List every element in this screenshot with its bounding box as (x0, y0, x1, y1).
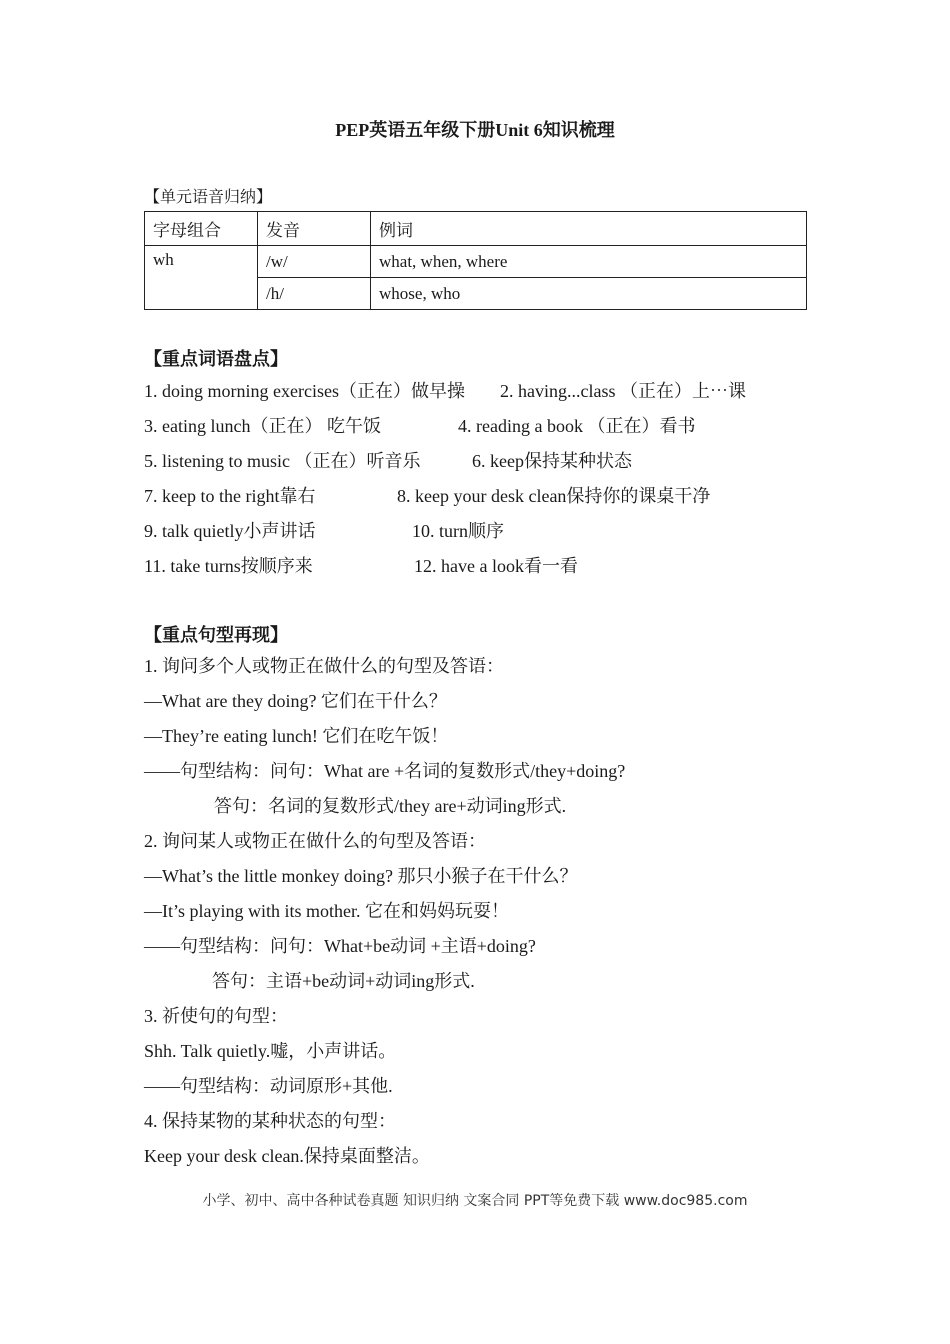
vocab-heading: 【重点词语盘点】 (144, 349, 288, 369)
sentence-line: 答句：主语+be动词+动词ing形式. (212, 971, 475, 991)
examples-cell: whose, who (371, 278, 807, 310)
sentence-line: ——句型结构：动词原形+其他. (144, 1076, 393, 1096)
sentence-line: 4. 保持某物的某种状态的句型： (144, 1111, 396, 1131)
sentences-heading: 【重点句型再现】 (144, 625, 288, 645)
sentence-line: Keep your desk clean.保持桌面整洁。 (144, 1146, 430, 1166)
sentence-line: 1. 询问多个人或物正在做什么的句型及答语： (144, 656, 504, 676)
vocab-item: 10. turn顺序 (412, 521, 504, 541)
sound-cell: /h/ (258, 278, 371, 310)
sentence-line: 2. 询问某人或物正在做什么的句型及答语： (144, 831, 486, 851)
sentence-line: 答句：名词的复数形式/they are+动词ing形式. (214, 796, 567, 816)
vocab-item: 4. reading a book （正在）看书 (458, 416, 696, 436)
sentence-line: 3. 祈使句的句型： (144, 1006, 288, 1026)
vocab-item: 12. have a look看一看 (414, 556, 578, 576)
sentence-line: —What’s the little monkey doing? 那只小猴子在干什么？ (144, 866, 578, 886)
footer-text: 小学、初中、高中各种试卷真题 知识归纳 文案合同 PPT等免费下载 www.doc985.com (202, 1193, 748, 1209)
page-title: PEP英语五年级下册Unit 6知识梳理 (335, 120, 615, 140)
table-header-row (145, 212, 807, 246)
vocab-item: 7. keep to the right靠右 (144, 486, 316, 506)
sentence-line: —They’re eating lunch! 它们在吃午饭！ (144, 726, 449, 746)
sentence-line: —It’s playing with its mother. 它在和妈妈玩耍！ (144, 901, 509, 921)
sentence-line: ——句型结构：问句：What are +名词的复数形式/they+doing? (144, 761, 626, 781)
examples-cell: what, when, where (371, 246, 807, 278)
vocab-item: 11. take turns按顺序来 (144, 556, 313, 576)
table-row (145, 246, 807, 278)
vocab-item: 8. keep your desk clean保持你的课桌干净 (397, 486, 711, 506)
vocab-item: 6. keep保持某种状态 (472, 451, 632, 471)
letter-group-cell: wh (145, 246, 258, 310)
sound-cell: /w/ (258, 246, 371, 278)
vocab-item: 9. talk quietly小声讲话 (144, 521, 316, 541)
phonics-label: 【单元语音归纳】 (144, 189, 273, 206)
sentence-line: Shh. Talk quietly.嘘，小声讲话。 (144, 1041, 397, 1061)
header-pronunciation: 发音 (258, 212, 371, 246)
vocab-item: 5. listening to music （正在）听音乐 (144, 451, 421, 471)
header-letter-combo: 字母组合 (145, 212, 258, 246)
sentence-line: —What are they doing? 它们在干什么？ (144, 691, 447, 711)
sentence-line: ——句型结构：问句：What+be动词 +主语+doing? (144, 936, 536, 956)
phonics-table (144, 211, 807, 310)
vocab-item: 2. having...class （正在）上⋯课 (500, 381, 746, 401)
header-examples: 例词 (371, 212, 807, 246)
vocab-item: 3. eating lunch（正在） 吃午饭 (144, 416, 381, 436)
vocab-item: 1. doing morning exercises（正在）做早操 (144, 381, 465, 401)
